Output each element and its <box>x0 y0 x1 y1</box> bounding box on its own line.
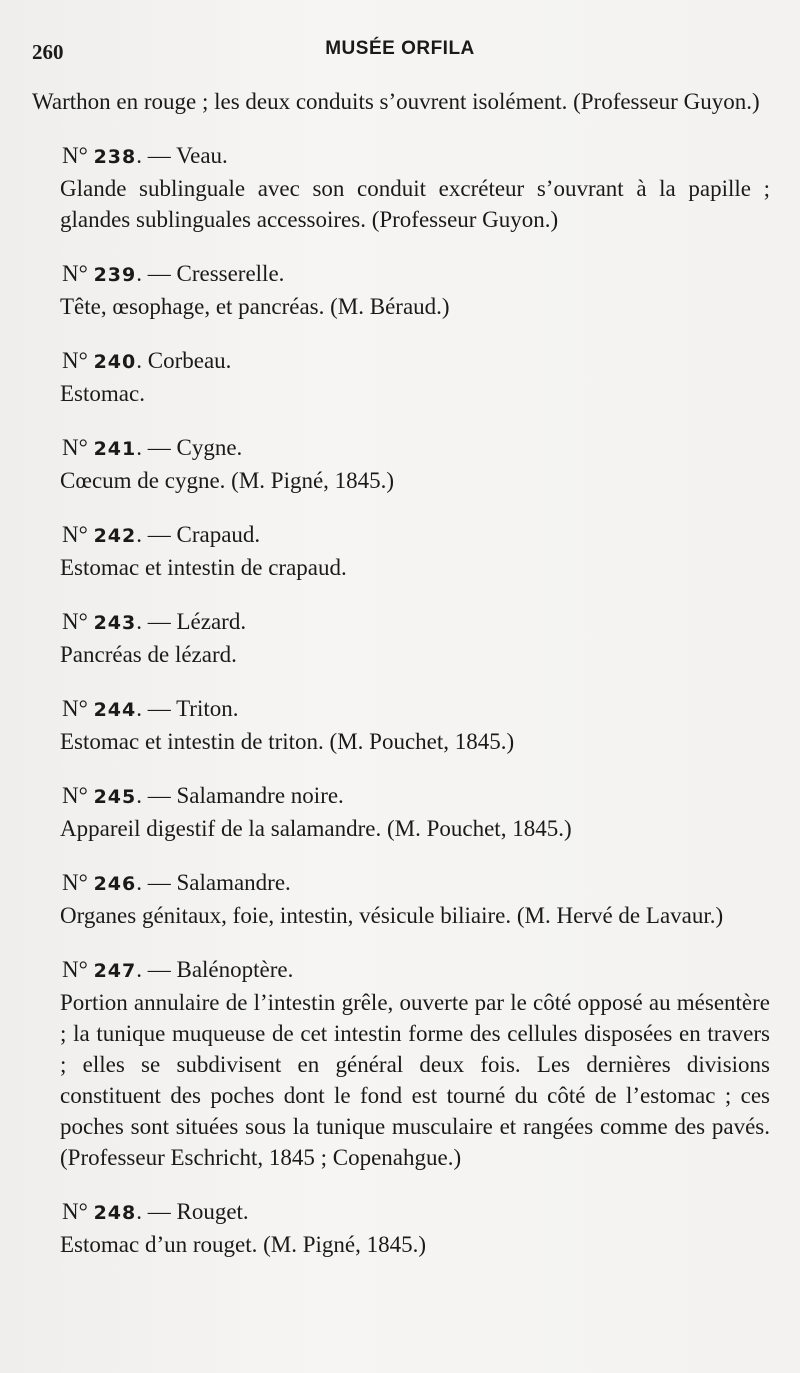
entry-heading <box>32 954 770 987</box>
entry-number-label: N° <box>62 1199 88 1224</box>
entry-number: 243 <box>93 612 137 634</box>
entry-number-label: N° <box>62 696 88 721</box>
entry-number: 240 <box>93 351 137 373</box>
catalogue-entry <box>32 780 770 844</box>
entry-number: 242 <box>93 525 137 547</box>
entry-description: Portion annulaire de l’intestin grêle, ouverte par le côté opposé au mésentère ; la tunique muqueuse de cet intestin forme des cellules disposées en travers ; elles se subdivisent en général deux fois. Les dernières divisions constituent des poches dont le fond est tourné du côté de l’estomac ; ces poches sont situées sous la tunique musculaire et rangées comme des pavés. (Professeur Eschricht, 1845 ; Copenahgue.) <box>60 990 770 1170</box>
entry-list <box>32 140 770 1260</box>
entry-number-label: N° <box>62 522 88 547</box>
entry-title: . — Lézard. <box>136 609 247 634</box>
page-header <box>30 34 770 64</box>
entry-number-label: N° <box>62 609 88 634</box>
entry-description: Pancréas de lézard. <box>60 642 237 667</box>
catalogue-entry <box>32 954 770 1173</box>
catalogue-entry <box>32 345 770 409</box>
catalogue-entry <box>32 867 770 931</box>
catalogue-entry <box>32 693 770 757</box>
entry-title: . — Salamandre noire. <box>136 783 344 808</box>
entry-heading <box>32 1196 770 1229</box>
entry-heading <box>32 140 770 173</box>
entry-number-label: N° <box>62 348 88 373</box>
entry-description: Organes génitaux, foie, intestin, vésicule biliaire. (M. Hervé de Lavaur.) <box>60 903 724 928</box>
running-head: MUSÉE ORFILA <box>325 38 475 59</box>
entry-heading <box>32 867 770 900</box>
entry-title: . Corbeau. <box>136 348 232 373</box>
continuation-paragraph: Warthon en rouge ; les deux conduits s’ouvrent isolément. (Professeur Guyon.) <box>32 89 760 114</box>
entry-heading <box>32 693 770 726</box>
entry-title: . — Triton. <box>136 696 239 721</box>
entry-title: . — Rouget. <box>136 1199 249 1224</box>
entry-title: . — Salamandre. <box>136 870 291 895</box>
page-body <box>32 86 770 1260</box>
entry-description: Estomac. <box>60 381 145 406</box>
entry-number: 244 <box>93 699 137 721</box>
catalogue-entry <box>32 519 770 583</box>
entry-number-label: N° <box>62 783 88 808</box>
entry-heading <box>32 519 770 552</box>
entry-heading <box>32 258 770 291</box>
entry-number: 245 <box>93 786 137 808</box>
entry-description: Estomac et intestin de triton. (M. Pouchet, 1845.) <box>60 729 515 754</box>
entry-number-label: N° <box>62 435 88 460</box>
entry-description: Glande sublinguale avec son conduit excréteur s’ouvrant à la papille ; glandes sublinguales accessoires. (Professeur Guyon.) <box>60 176 770 232</box>
entry-number: 239 <box>93 264 137 286</box>
entry-number: 247 <box>93 960 137 982</box>
entry-title: . — Veau. <box>136 143 228 168</box>
catalogue-entry <box>32 606 770 670</box>
entry-description: Estomac d’un rouget. (M. Pigné, 1845.) <box>60 1232 427 1257</box>
catalogue-entry <box>32 432 770 496</box>
entry-number-label: N° <box>62 870 88 895</box>
catalogue-entry <box>32 140 770 235</box>
entry-number: 248 <box>93 1202 137 1224</box>
entry-description: Appareil digestif de la salamandre. (M. Pouchet, 1845.) <box>60 816 572 841</box>
entry-number: 241 <box>93 438 137 460</box>
entry-number: 246 <box>93 873 137 895</box>
catalogue-entry <box>32 258 770 322</box>
entry-description: Tête, œsophage, et pancréas. (M. Béraud.) <box>60 294 450 319</box>
catalogue-entry <box>32 1196 770 1260</box>
entry-title: . — Cygne. <box>136 435 243 460</box>
entry-description: Cœcum de cygne. (M. Pigné, 1845.) <box>60 468 395 493</box>
entry-title: . — Crapaud. <box>136 522 261 547</box>
entry-number: 238 <box>93 146 137 168</box>
entry-heading <box>32 432 770 465</box>
entry-title: . — Balénoptère. <box>136 957 294 982</box>
entry-description: Estomac et intestin de crapaud. <box>60 555 347 580</box>
entry-number-label: N° <box>62 143 88 168</box>
entry-heading <box>32 345 770 378</box>
entry-number-label: N° <box>62 957 88 982</box>
entry-heading <box>32 606 770 639</box>
entry-number-label: N° <box>62 261 88 286</box>
page-number: 260 <box>32 40 64 64</box>
entry-heading <box>32 780 770 813</box>
entry-title: . — Cresserelle. <box>136 261 285 286</box>
